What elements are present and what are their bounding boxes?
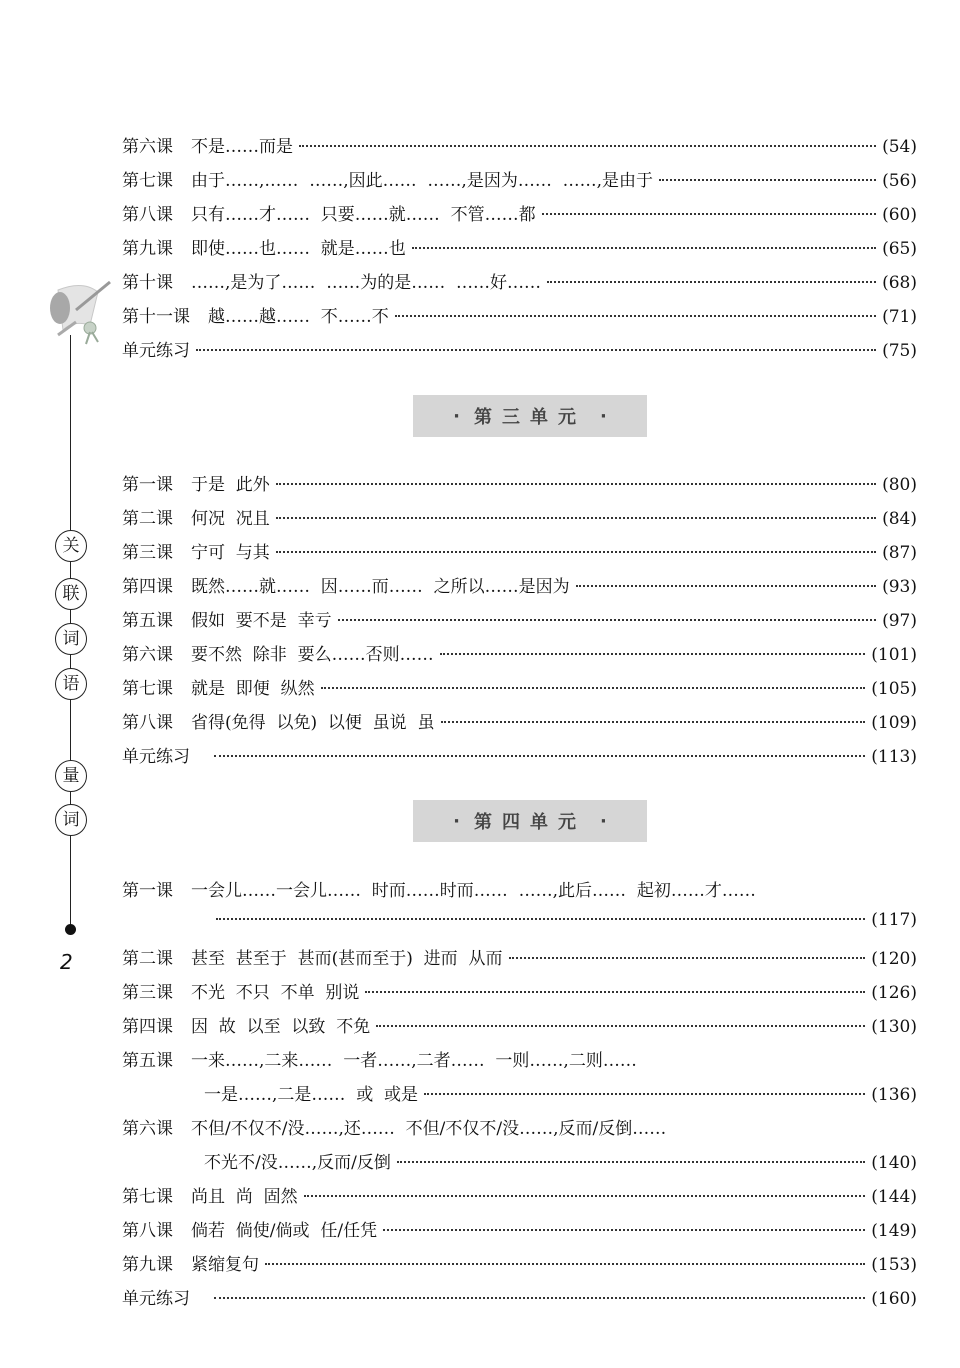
- sidebar-char-liang: 量: [55, 760, 87, 792]
- toc-entry[interactable]: [122, 538, 917, 564]
- toc-entry[interactable]: [122, 1250, 917, 1276]
- dot-leader: [412, 247, 876, 249]
- unit-title: 第三单元: [474, 407, 586, 428]
- unit-title: 第四单元: [474, 812, 586, 833]
- dot-leader: [509, 957, 866, 959]
- lesson-label: 第一课: [122, 475, 173, 495]
- page-ref: (56): [882, 171, 917, 191]
- lesson-label: 单元练习: [122, 747, 190, 767]
- page-ref: (109): [871, 713, 917, 733]
- sidebar-char-ci-2: 词: [55, 804, 87, 836]
- toc-entry[interactable]: [122, 606, 917, 632]
- page-ref: (68): [882, 273, 917, 293]
- lesson-topic: 何况 况且: [191, 509, 270, 529]
- toc-entry[interactable]: [122, 166, 917, 192]
- lesson-topic: 一来……,二来…… 一者……,二者…… 一则……,二则……: [191, 1051, 637, 1071]
- page-ref: (140): [871, 1153, 917, 1173]
- toc-entry[interactable]: [122, 504, 917, 530]
- toc-entry[interactable]: [122, 708, 917, 734]
- dot-leader: [424, 1093, 865, 1095]
- dot-leader: [376, 1025, 865, 1027]
- lesson-label: 第八课: [122, 1221, 173, 1241]
- toc-entry[interactable]: [122, 268, 917, 294]
- dot-leader: [299, 145, 876, 147]
- unit-4-banner: [413, 800, 647, 842]
- toc-entry[interactable]: [122, 1182, 917, 1208]
- lesson-label: 第九课: [122, 239, 173, 259]
- dot-leader: [276, 517, 876, 519]
- lesson-label: 第二课: [122, 949, 173, 969]
- toc-entry-continuation[interactable]: [204, 1148, 917, 1174]
- toc-entry[interactable]: [122, 1114, 917, 1140]
- toc-entry-unit-exercise[interactable]: [122, 1284, 917, 1310]
- lesson-topic: 宁可 与其: [191, 543, 270, 563]
- toc-entry-unit-exercise[interactable]: [122, 336, 917, 362]
- dot-leader: [365, 991, 865, 993]
- lesson-label: 第六课: [122, 645, 173, 665]
- dot-leader: [440, 653, 866, 655]
- sidebar-char-lian: 联: [55, 578, 87, 610]
- unit-3-banner: [413, 395, 647, 437]
- lesson-topic: 于是 此外: [191, 475, 270, 495]
- banner-dot: ·: [453, 405, 460, 427]
- toc-entry[interactable]: [122, 640, 917, 666]
- lesson-topic: 不但/不仅不/没……,还…… 不但/不仅不/没……,反而/反倒……: [191, 1119, 667, 1139]
- page-ref: (153): [871, 1255, 917, 1275]
- banner-dot: ·: [600, 810, 607, 832]
- page-ref: (60): [882, 205, 917, 225]
- lesson-label: 第四课: [122, 1017, 173, 1037]
- banner-dot: ·: [600, 405, 607, 427]
- page-ref: (101): [871, 645, 917, 665]
- page-ref: (120): [871, 949, 917, 969]
- lesson-label: 第五课: [122, 611, 173, 631]
- toc-entry[interactable]: [122, 674, 917, 700]
- toc-entry[interactable]: [122, 572, 917, 598]
- page-ref: (117): [871, 910, 917, 930]
- lesson-topic: ……,是为了…… ……为的是…… ……好……: [191, 273, 542, 293]
- lesson-label: 第八课: [122, 713, 173, 733]
- sidebar-char-ci: 词: [55, 623, 87, 655]
- lesson-label: 第六课: [122, 137, 173, 157]
- dot-leader: [383, 1229, 865, 1231]
- toc-entry[interactable]: [122, 876, 917, 902]
- toc-entry[interactable]: [122, 470, 917, 496]
- dot-leader: [276, 551, 876, 553]
- toc-entry[interactable]: [122, 302, 917, 328]
- lesson-label: 第二课: [122, 509, 173, 529]
- dot-leader: [547, 281, 876, 283]
- lesson-topic: 要不然 除非 要么……否则……: [191, 645, 434, 665]
- lesson-label: 第六课: [122, 1119, 173, 1139]
- sidebar-char-yu: 语: [55, 668, 87, 700]
- page-ref: (54): [882, 137, 917, 157]
- dot-leader: [216, 918, 865, 920]
- dot-leader: [659, 179, 876, 181]
- lesson-topic-continuation: 不光不/没……,反而/反倒: [204, 1153, 391, 1173]
- lesson-label: 第四课: [122, 577, 173, 597]
- lesson-topic: 倘若 倘使/倘或 任/任凭: [191, 1221, 378, 1241]
- lesson-label: 第七课: [122, 1187, 173, 1207]
- dot-leader: [338, 619, 876, 621]
- dot-leader: [441, 721, 866, 723]
- lesson-topic: 尚且 尚 固然: [191, 1187, 298, 1207]
- lesson-topic: 即使……也…… 就是……也: [191, 239, 406, 259]
- toc-entry[interactable]: [122, 978, 917, 1004]
- page-ref: (87): [882, 543, 917, 563]
- lesson-topic: 紧缩复句: [191, 1255, 259, 1275]
- toc-entry[interactable]: [122, 200, 917, 226]
- toc-entry[interactable]: [122, 1216, 917, 1242]
- lesson-label: 第九课: [122, 1255, 173, 1275]
- lesson-topic: 越……越…… 不……不: [208, 307, 389, 327]
- scroll-quill-icon: [28, 270, 118, 350]
- dot-leader: [265, 1263, 865, 1265]
- dot-leader: [304, 1195, 866, 1197]
- dot-leader: [576, 585, 876, 587]
- lesson-topic: 不光 不只 不单 别说: [191, 983, 360, 1003]
- dot-leader: [321, 687, 866, 689]
- page-ref: (84): [882, 509, 917, 529]
- lesson-label: 第八课: [122, 205, 173, 225]
- sidebar-char-guan: 关: [55, 530, 87, 562]
- lesson-label: 单元练习: [122, 341, 190, 361]
- lesson-label: 第五课: [122, 1051, 173, 1071]
- lesson-topic: 甚至 甚至于 甚而(甚而至于) 进而 从而: [191, 949, 503, 969]
- page-ref: (80): [882, 475, 917, 495]
- toc-entry[interactable]: [122, 1046, 917, 1072]
- toc-entry[interactable]: [122, 234, 917, 260]
- sidebar-end-dot: [65, 924, 76, 935]
- page-number: 2: [60, 950, 73, 974]
- lesson-label: 第三课: [122, 543, 173, 563]
- lesson-topic: 因 故 以至 以致 不免: [191, 1017, 371, 1037]
- dot-leader: [542, 213, 876, 215]
- toc-entry[interactable]: [122, 944, 917, 970]
- lesson-topic: 一会儿……一会儿…… 时而……时而…… ……,此后…… 起初……才……: [191, 881, 756, 901]
- toc-entry-continuation[interactable]: [204, 910, 917, 936]
- dot-leader: [395, 315, 876, 317]
- dot-leader: [276, 483, 876, 485]
- lesson-topic: 就是 即便 纵然: [191, 679, 315, 699]
- lesson-topic: 不是……而是: [191, 137, 293, 157]
- page-ref: (144): [871, 1187, 917, 1207]
- page-ref: (75): [882, 341, 917, 361]
- page-ref: (149): [871, 1221, 917, 1241]
- lesson-label: 第十课: [122, 273, 173, 293]
- page-ref: (93): [882, 577, 917, 597]
- toc-entry[interactable]: [122, 132, 917, 158]
- page-ref: (126): [871, 983, 917, 1003]
- dot-leader: [397, 1161, 865, 1163]
- lesson-label: 第一课: [122, 881, 173, 901]
- lesson-label: 第三课: [122, 983, 173, 1003]
- lesson-topic: 由于……,…… ……,因此…… ……,是因为…… ……,是由于: [191, 171, 654, 191]
- toc-entry[interactable]: [122, 1012, 917, 1038]
- toc-entry-unit-exercise[interactable]: [122, 742, 917, 768]
- lesson-topic-continuation: 一是……,二是…… 或 或是: [204, 1085, 419, 1105]
- page-ref: (113): [871, 747, 917, 767]
- toc-entry-continuation[interactable]: [204, 1080, 917, 1106]
- page-ref: (130): [871, 1017, 917, 1037]
- sidebar-line-top: [70, 335, 71, 535]
- dot-leader: [196, 349, 876, 351]
- lesson-topic: 既然……就…… 因……而…… 之所以……是因为: [191, 577, 570, 597]
- dot-leader: [214, 755, 865, 757]
- page-ref: (105): [871, 679, 917, 699]
- lesson-topic: 省得(免得 以免) 以便 虽说 虽: [191, 713, 435, 733]
- lesson-label: 第十一课: [122, 307, 190, 327]
- lesson-label: 第七课: [122, 679, 173, 699]
- page-ref: (97): [882, 611, 917, 631]
- page-ref: (71): [882, 307, 917, 327]
- dot-leader: [214, 1297, 865, 1299]
- lesson-topic: 只有……才…… 只要……就…… 不管……都: [191, 205, 536, 225]
- lesson-topic: 假如 要不是 幸亏: [191, 611, 332, 631]
- lesson-label: 单元练习: [122, 1289, 190, 1309]
- banner-dot: ·: [453, 810, 460, 832]
- page-ref: (65): [882, 239, 917, 259]
- lesson-label: 第七课: [122, 171, 173, 191]
- page-ref: (136): [871, 1085, 917, 1105]
- page-ref: (160): [871, 1289, 917, 1309]
